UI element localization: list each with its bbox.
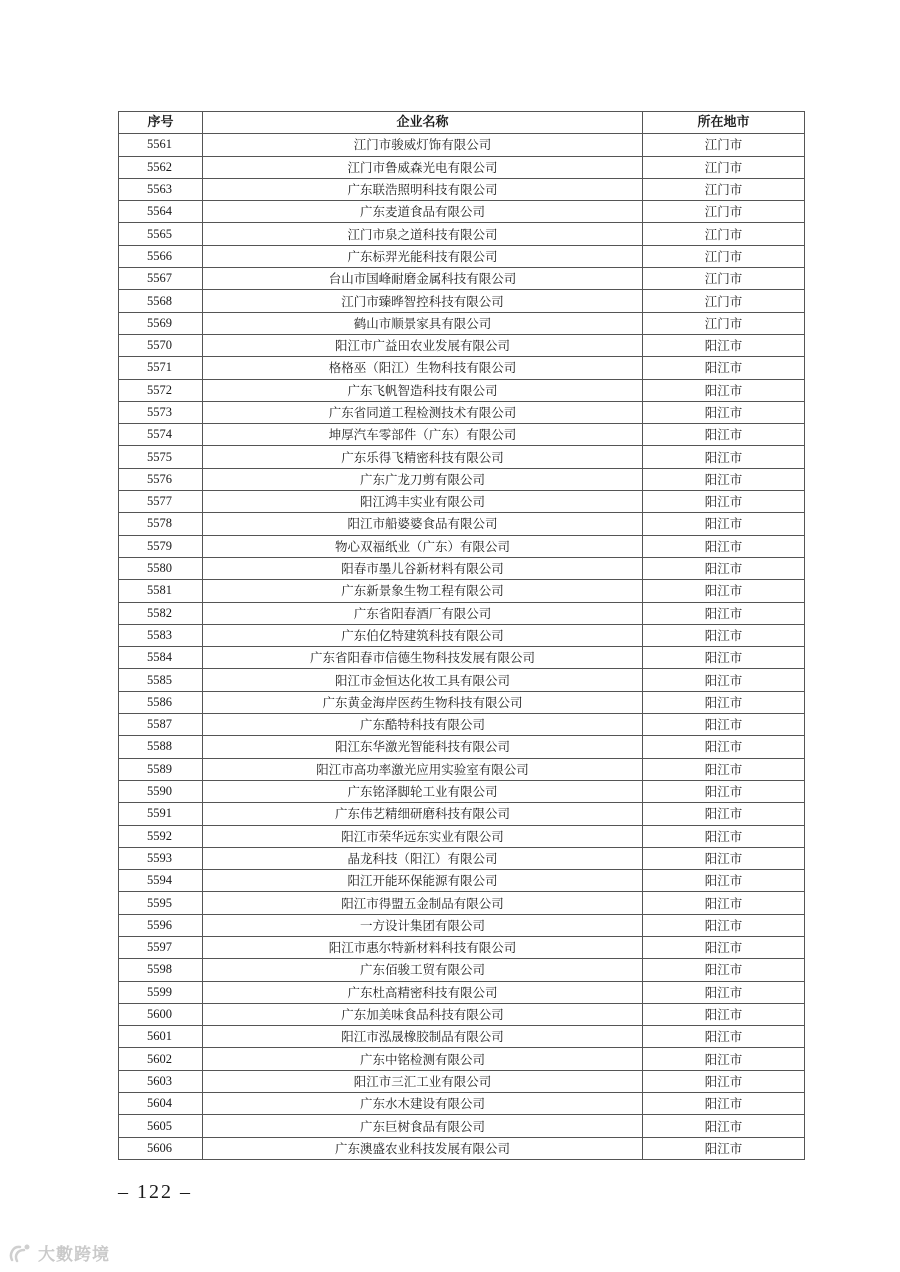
cell-city: 阳江市 (643, 580, 805, 602)
cell-company-name: 广东新景象生物工程有限公司 (203, 580, 643, 602)
table-row (119, 647, 805, 669)
cell-company-name: 广东联浩照明科技有限公司 (203, 178, 643, 200)
cell-company-name: 坤厚汽车零部件（广东）有限公司 (203, 424, 643, 446)
cell-city: 阳江市 (643, 535, 805, 557)
cell-city: 阳江市 (643, 847, 805, 869)
cell-serial-number: 5562 (119, 156, 203, 178)
table-row (119, 491, 805, 513)
cell-serial-number: 5567 (119, 268, 203, 290)
cell-serial-number: 5597 (119, 936, 203, 958)
cell-city: 阳江市 (643, 1093, 805, 1115)
cell-serial-number: 5565 (119, 223, 203, 245)
cell-serial-number: 5585 (119, 669, 203, 691)
cell-company-name: 广东佰骏工贸有限公司 (203, 959, 643, 981)
table-row (119, 914, 805, 936)
cell-city: 阳江市 (643, 1026, 805, 1048)
cell-company-name: 广东巨树食品有限公司 (203, 1115, 643, 1137)
cell-city: 阳江市 (643, 736, 805, 758)
cell-serial-number: 5582 (119, 602, 203, 624)
table-row (119, 424, 805, 446)
table-row (119, 847, 805, 869)
table-row (119, 870, 805, 892)
cell-city: 阳江市 (643, 357, 805, 379)
watermark (8, 1240, 110, 1265)
cell-city: 阳江市 (643, 334, 805, 356)
cell-serial-number: 5600 (119, 1003, 203, 1025)
table-row (119, 178, 805, 200)
cell-serial-number: 5577 (119, 491, 203, 513)
cell-serial-number: 5570 (119, 334, 203, 356)
cell-city: 阳江市 (643, 602, 805, 624)
cell-serial-number: 5578 (119, 513, 203, 535)
cell-city: 阳江市 (643, 468, 805, 490)
cell-city: 阳江市 (643, 758, 805, 780)
cell-city: 江门市 (643, 178, 805, 200)
table-row (119, 201, 805, 223)
table-row (119, 1048, 805, 1070)
cell-company-name: 晶龙科技（阳江）有限公司 (203, 847, 643, 869)
cell-city: 阳江市 (643, 691, 805, 713)
cell-company-name: 广东标羿光能科技有限公司 (203, 245, 643, 267)
header-serial-number: 序号 (119, 112, 203, 134)
cell-company-name: 广东省阳春酒厂有限公司 (203, 602, 643, 624)
cell-city: 江门市 (643, 201, 805, 223)
table-row (119, 736, 805, 758)
cell-company-name: 格格巫（阳江）生物科技有限公司 (203, 357, 643, 379)
cell-city: 江门市 (643, 312, 805, 334)
cell-serial-number: 5591 (119, 803, 203, 825)
table-row (119, 669, 805, 691)
table-row (119, 379, 805, 401)
cell-company-name: 阳江市广益田农业发展有限公司 (203, 334, 643, 356)
cell-serial-number: 5592 (119, 825, 203, 847)
cell-company-name: 台山市国峰耐磨金属科技有限公司 (203, 268, 643, 290)
table-row (119, 223, 805, 245)
table-row (119, 1137, 805, 1159)
table-row (119, 513, 805, 535)
cell-city: 江门市 (643, 268, 805, 290)
table-row (119, 535, 805, 557)
enterprise-table (118, 111, 805, 1160)
cell-city: 阳江市 (643, 803, 805, 825)
table-row (119, 245, 805, 267)
cell-city: 阳江市 (643, 714, 805, 736)
table-row (119, 714, 805, 736)
cell-city: 江门市 (643, 290, 805, 312)
table-row (119, 602, 805, 624)
cell-company-name: 鹤山市顺景家具有限公司 (203, 312, 643, 334)
cell-company-name: 广东黄金海岸医药生物科技有限公司 (203, 691, 643, 713)
cell-serial-number: 5603 (119, 1070, 203, 1092)
cell-serial-number: 5569 (119, 312, 203, 334)
cell-city: 阳江市 (643, 1048, 805, 1070)
cell-serial-number: 5605 (119, 1115, 203, 1137)
table-row (119, 357, 805, 379)
table-row (119, 156, 805, 178)
cell-serial-number: 5581 (119, 580, 203, 602)
cell-city: 阳江市 (643, 914, 805, 936)
cell-serial-number: 5575 (119, 446, 203, 468)
cell-city: 阳江市 (643, 959, 805, 981)
table-row (119, 825, 805, 847)
cell-company-name: 阳江市泓晟橡胶制品有限公司 (203, 1026, 643, 1048)
table-header-row (119, 112, 805, 134)
cell-serial-number: 5579 (119, 535, 203, 557)
cell-city: 阳江市 (643, 1070, 805, 1092)
cell-city: 江门市 (643, 156, 805, 178)
table-row (119, 312, 805, 334)
cell-city: 阳江市 (643, 936, 805, 958)
cell-serial-number: 5598 (119, 959, 203, 981)
cell-serial-number: 5574 (119, 424, 203, 446)
cell-city: 阳江市 (643, 981, 805, 1003)
cell-city: 阳江市 (643, 624, 805, 646)
cell-company-name: 广东麦道食品有限公司 (203, 201, 643, 223)
table-row (119, 134, 805, 156)
cell-city: 阳江市 (643, 513, 805, 535)
cell-company-name: 广东水木建设有限公司 (203, 1093, 643, 1115)
cell-serial-number: 5596 (119, 914, 203, 936)
table-row (119, 557, 805, 579)
cell-company-name: 广东澳盛农业科技发展有限公司 (203, 1137, 643, 1159)
cell-serial-number: 5586 (119, 691, 203, 713)
cell-city: 阳江市 (643, 379, 805, 401)
cell-company-name: 阳江鸿丰实业有限公司 (203, 491, 643, 513)
table-row (119, 580, 805, 602)
cell-serial-number: 5595 (119, 892, 203, 914)
cell-company-name: 阳江市得盟五金制品有限公司 (203, 892, 643, 914)
cell-serial-number: 5580 (119, 557, 203, 579)
cell-serial-number: 5576 (119, 468, 203, 490)
table-row (119, 268, 805, 290)
cell-city: 阳江市 (643, 669, 805, 691)
table-row (119, 1026, 805, 1048)
cell-company-name: 广东伟艺精细研磨科技有限公司 (203, 803, 643, 825)
cell-serial-number: 5583 (119, 624, 203, 646)
table-row (119, 624, 805, 646)
cell-serial-number: 5584 (119, 647, 203, 669)
watermark-logo-icon (8, 1242, 34, 1264)
table-body (119, 134, 805, 1160)
cell-serial-number: 5606 (119, 1137, 203, 1159)
cell-serial-number: 5601 (119, 1026, 203, 1048)
cell-city: 江门市 (643, 223, 805, 245)
cell-serial-number: 5563 (119, 178, 203, 200)
cell-company-name: 广东杜高精密科技有限公司 (203, 981, 643, 1003)
header-city: 所在地市 (643, 112, 805, 134)
cell-company-name: 阳江开能环保能源有限公司 (203, 870, 643, 892)
table-row (119, 1003, 805, 1025)
cell-city: 阳江市 (643, 892, 805, 914)
cell-serial-number: 5602 (119, 1048, 203, 1070)
cell-city: 阳江市 (643, 1137, 805, 1159)
cell-company-name: 广东乐得飞精密科技有限公司 (203, 446, 643, 468)
cell-city: 阳江市 (643, 1115, 805, 1137)
table-row (119, 1093, 805, 1115)
cell-serial-number: 5590 (119, 780, 203, 802)
cell-serial-number: 5604 (119, 1093, 203, 1115)
table-row (119, 401, 805, 423)
cell-company-name: 广东伯亿特建筑科技有限公司 (203, 624, 643, 646)
cell-serial-number: 5599 (119, 981, 203, 1003)
cell-company-name: 广东飞帆智造科技有限公司 (203, 379, 643, 401)
cell-company-name: 江门市泉之道科技有限公司 (203, 223, 643, 245)
cell-city: 江门市 (643, 134, 805, 156)
table-row (119, 290, 805, 312)
cell-serial-number: 5568 (119, 290, 203, 312)
cell-company-name: 江门市鲁威森光电有限公司 (203, 156, 643, 178)
page-number: – 122 – (118, 1181, 192, 1203)
table-row (119, 981, 805, 1003)
cell-company-name: 广东广龙刀剪有限公司 (203, 468, 643, 490)
cell-city: 阳江市 (643, 424, 805, 446)
cell-serial-number: 5587 (119, 714, 203, 736)
cell-serial-number: 5589 (119, 758, 203, 780)
table-row (119, 691, 805, 713)
table-row (119, 468, 805, 490)
cell-company-name: 阳江市惠尔特新材料科技有限公司 (203, 936, 643, 958)
cell-company-name: 广东加美味食品科技有限公司 (203, 1003, 643, 1025)
cell-serial-number: 5561 (119, 134, 203, 156)
cell-company-name: 广东中铭检测有限公司 (203, 1048, 643, 1070)
cell-company-name: 江门市臻晔智控科技有限公司 (203, 290, 643, 312)
cell-serial-number: 5564 (119, 201, 203, 223)
cell-company-name: 阳江市船婆婆食品有限公司 (203, 513, 643, 535)
cell-serial-number: 5588 (119, 736, 203, 758)
table-row (119, 1115, 805, 1137)
cell-company-name: 物心双福纸业（广东）有限公司 (203, 535, 643, 557)
cell-city: 阳江市 (643, 647, 805, 669)
cell-company-name: 阳江市荣华远东实业有限公司 (203, 825, 643, 847)
cell-company-name: 阳江市金恒达化妆工具有限公司 (203, 669, 643, 691)
table-row (119, 892, 805, 914)
cell-company-name: 广东省同道工程检测技术有限公司 (203, 401, 643, 423)
cell-company-name: 广东省阳春市信德生物科技发展有限公司 (203, 647, 643, 669)
cell-serial-number: 5571 (119, 357, 203, 379)
cell-city: 阳江市 (643, 446, 805, 468)
cell-city: 阳江市 (643, 401, 805, 423)
cell-city: 阳江市 (643, 491, 805, 513)
cell-city: 阳江市 (643, 825, 805, 847)
header-company-name: 企业名称 (203, 112, 643, 134)
cell-serial-number: 5594 (119, 870, 203, 892)
cell-company-name: 江门市骏威灯饰有限公司 (203, 134, 643, 156)
table-row (119, 334, 805, 356)
cell-city: 阳江市 (643, 557, 805, 579)
cell-city: 阳江市 (643, 780, 805, 802)
cell-company-name: 广东铭泽脚轮工业有限公司 (203, 780, 643, 802)
cell-serial-number: 5572 (119, 379, 203, 401)
cell-company-name: 阳江市三汇工业有限公司 (203, 1070, 643, 1092)
cell-company-name: 阳江市高功率激光应用实验室有限公司 (203, 758, 643, 780)
table-row (119, 959, 805, 981)
table-row (119, 758, 805, 780)
cell-city: 阳江市 (643, 870, 805, 892)
cell-city: 江门市 (643, 245, 805, 267)
cell-company-name: 阳江东华激光智能科技有限公司 (203, 736, 643, 758)
watermark-text: 大數跨境 (38, 1245, 110, 1265)
cell-company-name: 阳春市墨儿谷新材料有限公司 (203, 557, 643, 579)
cell-serial-number: 5593 (119, 847, 203, 869)
cell-serial-number: 5566 (119, 245, 203, 267)
cell-company-name: 广东酷特科技有限公司 (203, 714, 643, 736)
cell-serial-number: 5573 (119, 401, 203, 423)
table-row (119, 803, 805, 825)
table-row (119, 1070, 805, 1092)
cell-city: 阳江市 (643, 1003, 805, 1025)
cell-company-name: 一方设计集团有限公司 (203, 914, 643, 936)
table-row (119, 780, 805, 802)
table-row (119, 446, 805, 468)
table-row (119, 936, 805, 958)
